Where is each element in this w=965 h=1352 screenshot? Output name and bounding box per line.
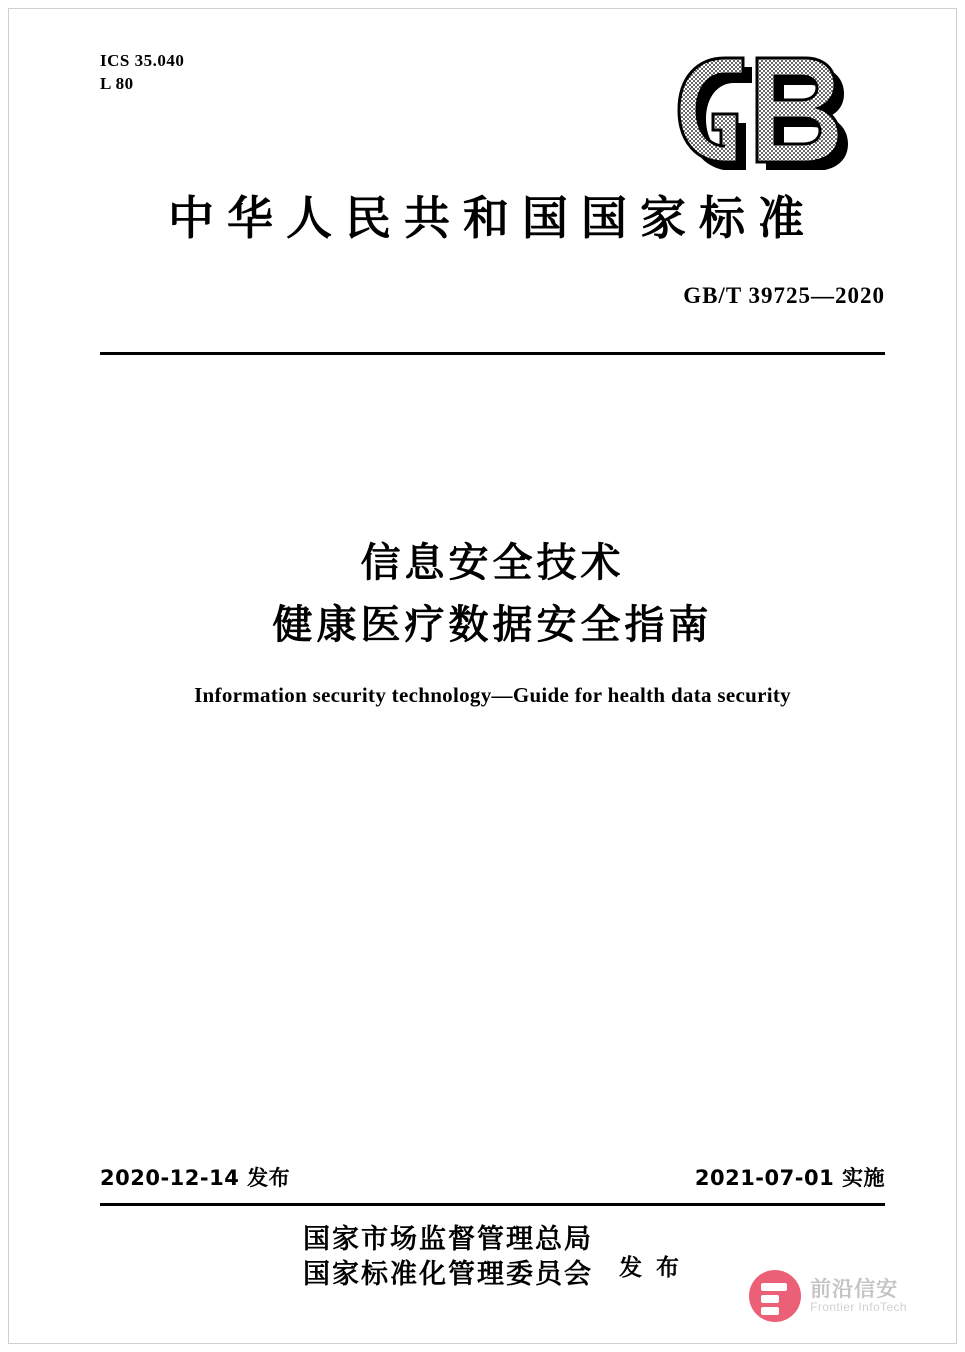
- watermark-name-cn: 前沿信安: [810, 1277, 899, 1302]
- watermark-name-en: Frontier InfoTech: [810, 1300, 907, 1315]
- footer-divider: [100, 1203, 885, 1206]
- watermark-logo-icon: [749, 1270, 801, 1322]
- watermark: [749, 1270, 907, 1322]
- national-standard-series-title: 中华人民共和国国家标准: [168, 191, 817, 245]
- date-row: [100, 1162, 885, 1192]
- watermark-text: [810, 1277, 907, 1315]
- issuer-names: [303, 1222, 593, 1292]
- classification-code: L 80: [100, 73, 134, 93]
- ics-classification-block: [100, 50, 184, 96]
- issuer-publish-label: 发 布: [618, 1254, 682, 1281]
- header-divider: [100, 352, 885, 355]
- implementation-date: 2021-07-01 实施: [694, 1166, 885, 1190]
- document-title-cn-line1: 信息安全技术: [360, 540, 625, 586]
- document-title-cn-line2: 健康医疗数据安全指南: [272, 602, 713, 648]
- issuer-line-2: 国家标准化管理委员会: [302, 1259, 593, 1291]
- document-title-cn: [100, 532, 885, 656]
- document-title-en: Information security technology—Guide for health data security: [194, 683, 791, 707]
- issue-date: 2020-12-14 发布: [100, 1166, 291, 1190]
- ics-code: ICS 35.040: [100, 51, 185, 70]
- issuer-line-1: 国家市场监督管理总局: [302, 1224, 593, 1255]
- gb-national-standard-logo: [673, 52, 883, 170]
- standard-number: GB/T 39725—2020: [683, 283, 885, 308]
